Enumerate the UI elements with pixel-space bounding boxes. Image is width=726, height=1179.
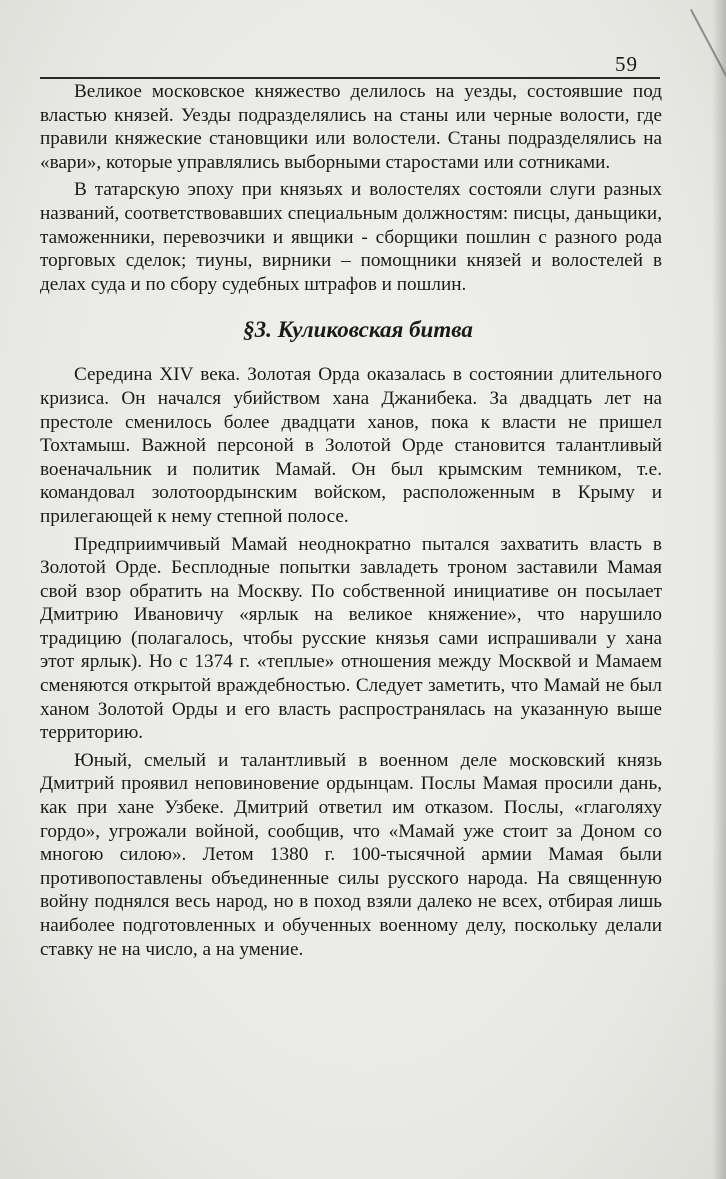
paragraph-golden-horde-crisis: Середина XIV века. Золотая Орда оказалась в состоянии длительного кризиса. Он начался убийством хана Джанибека. За двадцать лет на престоле сменилось более двадцати ханов, пока к власти не пришел Тохтамыш. Важной персоной в Золотой Орде становится талантливый военачальник и политик Мамай. Он был крымским темником, т.е. командовал золотоордынским войском, расположенным в Крыму и прилегающей к нему степной полосе.: [40, 364, 662, 527]
page-number: 59: [615, 52, 638, 76]
section-title: §3. Куликовская битва: [243, 317, 473, 343]
header-rule: [40, 77, 660, 79]
paragraph-mamai-moscow: Предприимчивый Мамай неоднократно пытался захватить власть в Золотой Орде. Бесплодные попытки завладеть троном заставили Мамая свой взор обратить на Москву. По собственной инициативе он посылает Дмитрию Ивановичу «ярлык на великое княжение», что нарушило традицию (полагалось, чтобы русские князья сами испрашивали у хана этот ярлык). Но с 1374 г. «теплые» отношения между Москвой и Мамаем сменяются открытой враждебностью. Следует заметить, что Мамай не был ханом Золотой Орды и его власть распространялась на указанную выше территорию.: [40, 533, 662, 744]
paragraph-tatar-servants: В татарскую эпоху при князьях и волостелях состояли слуги разных названий, соответствовавших специальным должностям: писцы, даньщики, таможенники, перевозчики и явщики - сборщики пошлин с разного рода торговых сделок; тиуны, вирники – помощники князей и волостелей в делах суда и по сбору судебных штрафов и пошлин.: [40, 179, 662, 295]
page-body: [40, 80, 662, 965]
paragraph-uezdy: Великое московское княжество делилось на уезды, состоявшие под властью князей. Уезды подразделялись на станы или черные волости, где правили княжеские становщики или волостели. Станы подразделялись на «вари», которые управлялись выборными старостами или сотниками.: [40, 81, 662, 173]
page-edge-shadow: [712, 0, 726, 1179]
paragraph-dmitry-refusal: Юный, смелый и талантливый в военном деле московский князь Дмитрий проявил неповиновение ордынцам. Послы Мамая просили дань, как при хане Узбеке. Дмитрий ответил им отказом. Послы, «глаголяху гордо», угрожали войной, сообщив, что «Мамай уже стоит за Доном со многою силою». Летом 1380 г. 100-тысячной армии Мамая были противопоставлены объединенные силы русского народа. На священную войну поднялся весь народ, но в поход взяли далеко не всех, отбирая лишь наиболее подготовленных и обученных военному делу, поскольку делали ставку не на число, а на умение.: [40, 749, 662, 960]
